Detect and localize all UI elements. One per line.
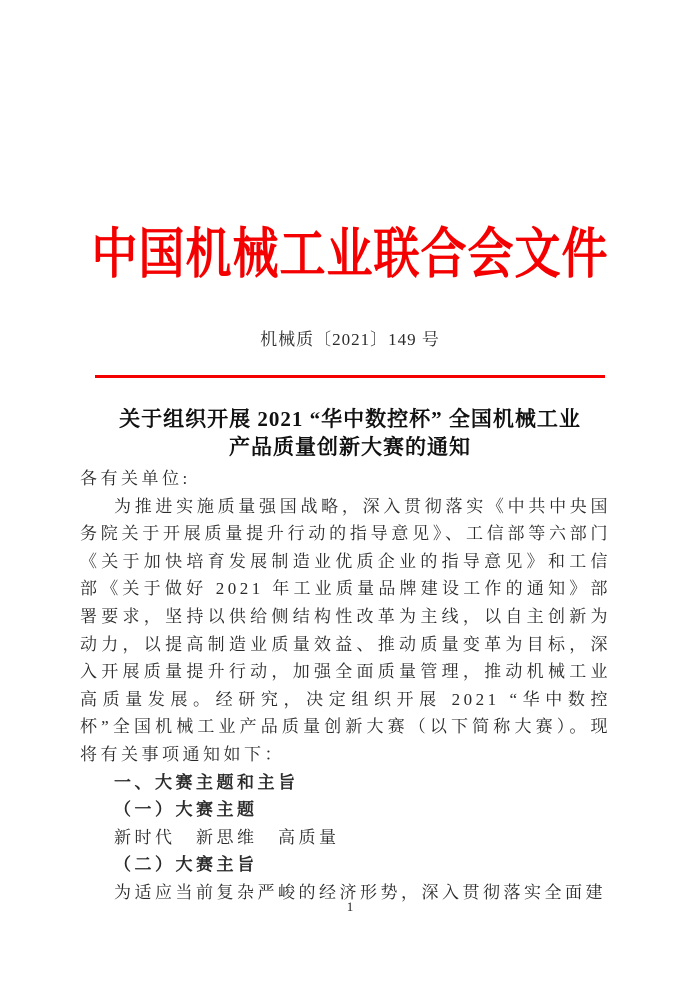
document-body (80, 465, 611, 907)
letterhead-title (0, 222, 700, 285)
page-number: 1 (346, 899, 354, 914)
paragraph-purpose: 为适应当前复杂严峻的经济形势，深入贯彻落实全面建 (114, 882, 606, 902)
document-number: 机械质〔2021〕149 号 (260, 330, 440, 349)
salutation: 各有关单位: (80, 469, 191, 488)
section-heading-1: 一、大赛主题和主旨 (114, 772, 299, 792)
letterhead-title-text: 中国机械工业联合会文件 (91, 224, 609, 285)
notice-title-line1: 关于组织开展 2021 “华中数控杯” 全国机械工业 (119, 407, 581, 431)
theme-text: 新时代 新思维 高质量 (114, 827, 340, 847)
red-divider-line (95, 375, 605, 378)
notice-title-line2: 产品质量创新大赛的通知 (229, 435, 471, 459)
subsection-heading-1-2: （二）大赛主旨 (114, 855, 258, 875)
subsection-heading-1-1: （一）大赛主题 (114, 800, 258, 820)
notice-title (0, 405, 700, 461)
paragraph-intro: 为推进实施质量强国战略，深入贯彻落实《中共中央国务院关于开展质量提升行动的指导意见》、工信部等六部门《关于加快培育发展制造业优质企业的指导意见》和工信部《关于做好 2021 年工业质量品牌建设工作的通知》部署要求，坚持以供给侧结构性改革为主线，以自主创新为动力，以提高制造业质量效益、推动质量变革为目标，深入开展质量提升行动，加强全面质量管理，推动机械工业高质量发展。经研究，决定组织开展 2021 “华中数控杯”全国机械工业产品质量创新大赛（以下简称大赛）。现将有关事项通知如下： (80, 496, 611, 764)
